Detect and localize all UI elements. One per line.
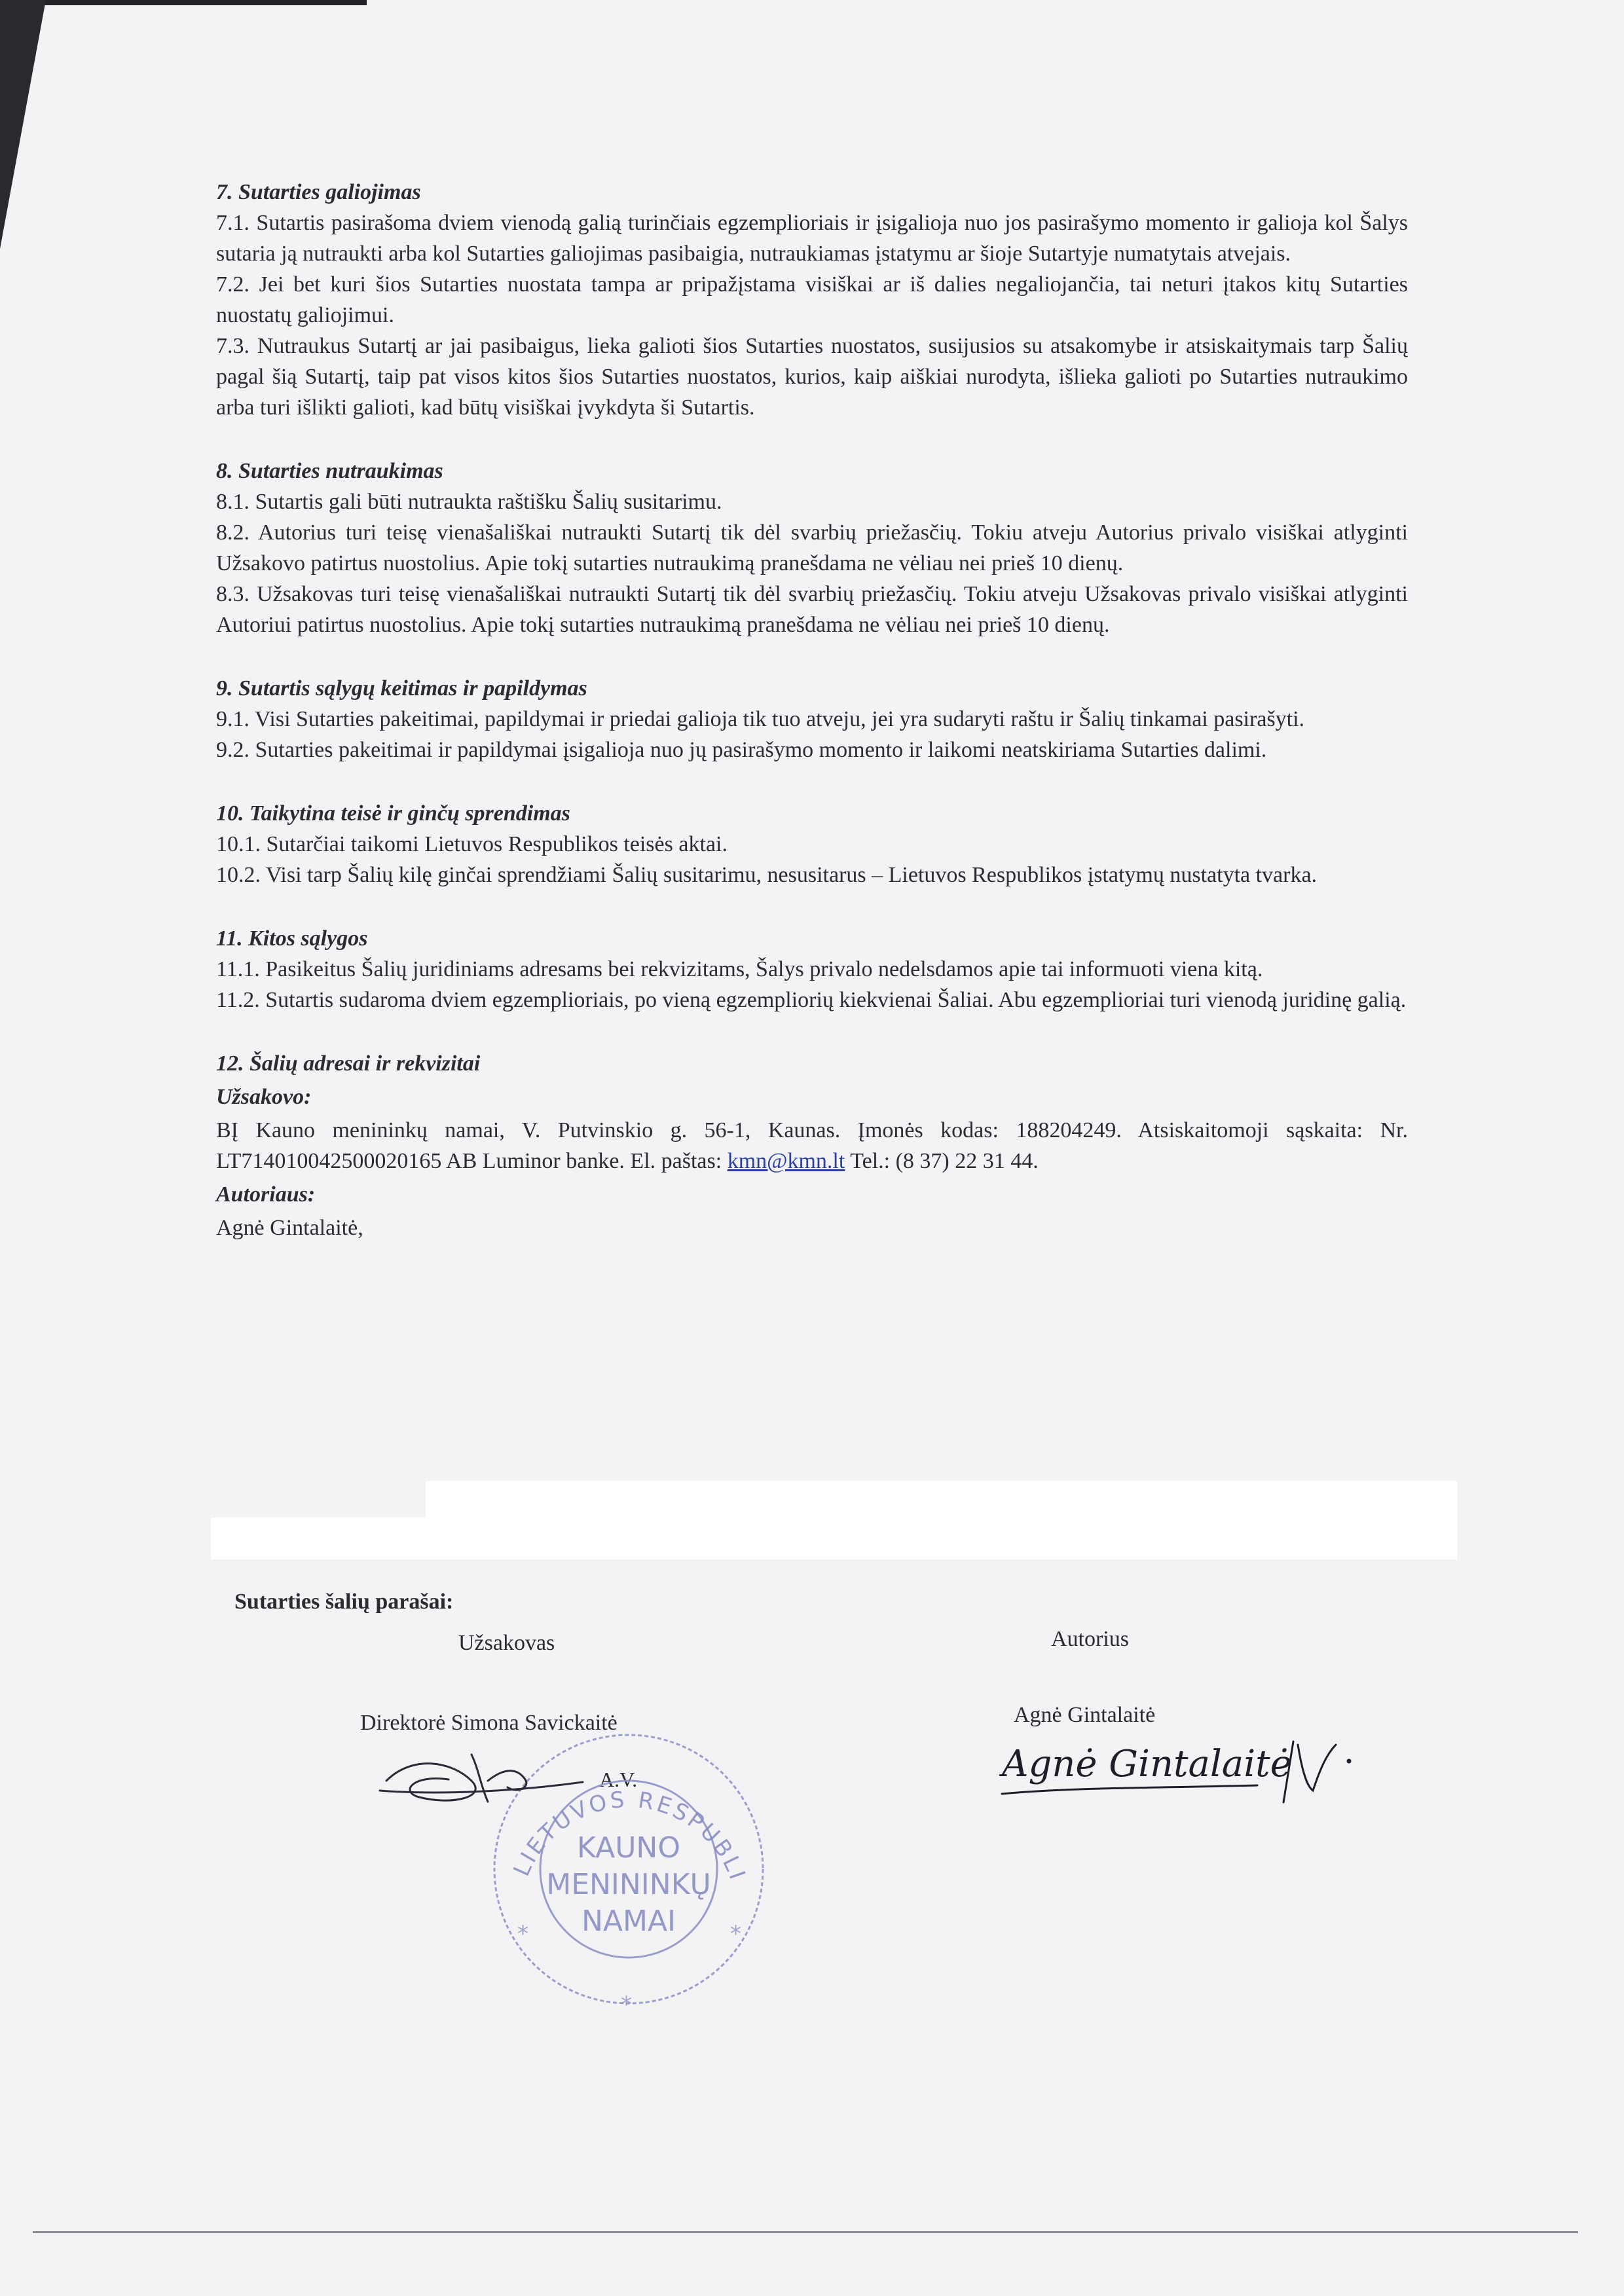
client-phone: Tel.: (8 37) 22 31 44.	[850, 1149, 1039, 1173]
section-title: 7. Sutarties galiojimas	[216, 180, 421, 204]
signatures-title	[234, 1588, 453, 1616]
section-12	[216, 1048, 1408, 1243]
clause-11-2: 11.2. Sutartis sudaroma dviem egzemplioriais, po vieną egzempliorių kiekvienai Šaliai. Abu egzemplioriai turi vienodą juridinę galią.	[216, 988, 1407, 1012]
section-title: 8. Sutarties nutraukimas	[216, 459, 443, 483]
section-9	[216, 673, 1408, 765]
stamp-line2: MENININKŲ	[546, 1868, 711, 1901]
scan-corner-shadow	[0, 0, 46, 249]
author-details	[216, 1212, 1408, 1243]
clause-8-2: 8.2. Autorius turi teisę vienašališkai nutraukti Sutartį tik dėl svarbių priežasčių. Tokiu atveju Autorius privalo visiškai atlyginti Užsakovo patirtus nuostolius. Apie tokį sutarties nutraukimą pranešdama ne vėliau nei prieš 10 dienų.	[216, 520, 1408, 575]
section-title: 10. Taikytina teisė ir ginčų sprendimas	[216, 801, 570, 826]
client-details	[216, 1115, 1408, 1176]
client-signer-name: Direktorė Simona Savickaitė	[360, 1711, 618, 1735]
author-handwritten-name: Agnė Gintalaitė	[1002, 1743, 1292, 1785]
author-signature-graphic	[995, 1725, 1362, 1810]
client-signature-graphic	[373, 1741, 589, 1813]
author-signer-name: Agnė Gintalaitė	[1014, 1703, 1156, 1727]
clause-7-1: 7.1. Sutartis pasirašoma dviem vienodą galią turinčiais egzemplioriais ir įsigalioja nuo jos pasirašymo momento ir galioja kol Šalys sutaria ją nutraukti arba kol Sutarties galiojimas pasibaigia, nutraukiamas įstatymu ar šioje Sutartyje numatytais atvejais.	[216, 211, 1408, 266]
clause-10-1: 10.1. Sutarčiai taikomi Lietuvos Respublikos teisės aktai.	[216, 832, 728, 856]
clause-8-1: 8.1. Sutartis gali būti nutraukta raštišku Šalių susitarimu.	[216, 490, 722, 514]
client-role	[458, 1629, 555, 1658]
author-signature	[995, 1725, 1362, 1810]
clause-11-1: 11.1. Pasikeitus Šalių juridiniams adresams bei rekvizitams, Šalys privalo nedelsdamos apie tai informuoti viena kitą.	[216, 957, 1263, 981]
stamp-ring-text: LIETUVOS RESPUBLI	[508, 1786, 751, 1886]
clause-7-3: 7.3. Nutraukus Sutartį ar jai pasibaigus, lieka galioti šios Sutarties nuostatos, susijusios su atsakomybe ir atsiskaitymais tarp Šalių pagal šią Sutartį, taip pat visos kitos šios Sutarties nuostatos, kurios, kaip aiškiai nurodyta, išlieka galioti po Sutarties nutraukimo arba turi išlikti galioti, kad būtų visiškai įvykdyta ši Sutartis.	[216, 334, 1408, 420]
stamp-star-right: *	[730, 1921, 741, 1947]
author-name: Agnė Gintalaitė,	[216, 1216, 363, 1240]
section-title: 12. Šalių adresai ir rekvizitai	[216, 1051, 481, 1076]
client-details-text: BĮ Kauno menininkų namai, V. Putvinskio g. 56-1, Kaunas. Įmonės kodas: 188204249. Atsiskaitomoji sąskaita: Nr. LT714010042500020165 AB Luminor banke. El. paštas:	[216, 1118, 1408, 1173]
client-signature	[373, 1741, 589, 1813]
section-title: 9. Sutartis sąlygų keitimas ir papildymas	[216, 676, 587, 701]
clause-9-1: 9.1. Visi Sutarties pakeitimai, papildymai ir priedai galioja tik tuo atveju, jei yra sudaryti raštu ir Šalių tinkamai pasirašyti.	[216, 707, 1305, 731]
stamp-star-bottom: *	[621, 1992, 632, 2018]
section-8	[216, 456, 1408, 640]
client-email-link[interactable]: kmn@kmn.lt	[727, 1149, 845, 1173]
redaction-box-main	[426, 1481, 1457, 1559]
clause-9-2: 9.2. Sutarties pakeitimai ir papildymai įsigalioja nuo jų pasirašymo momento ir laikomi neatskiriama Sutarties dalimi.	[216, 738, 1267, 762]
clause-7-2: 7.2. Jei bet kuri šios Sutarties nuostata tampa ar pripažįstama visiškai ar iš dalies negaliojančia, tai neturi įtakos kitų Sutarties nuostatų galiojimui.	[216, 272, 1408, 327]
section-title: 11. Kitos sąlygos	[216, 926, 368, 951]
stamp-line3: NAMAI	[581, 1904, 676, 1938]
scan-bottom-edge	[33, 2231, 1578, 2233]
client-role-label: Užsakovas	[458, 1631, 555, 1655]
signatures-heading: Sutarties šalių parašai:	[234, 1590, 454, 1614]
stamp-abbrev: A.V.	[599, 1768, 638, 1791]
stamp-star-left: *	[517, 1921, 528, 1947]
scan-top-shadow	[0, 0, 367, 5]
section-11	[216, 923, 1408, 1015]
section-10	[216, 798, 1408, 890]
author-role	[1051, 1625, 1129, 1654]
stamp-line1: KAUNO	[577, 1831, 680, 1865]
section-7	[216, 177, 1408, 423]
client-label: Užsakovo:	[216, 1085, 312, 1109]
author-label: Autoriaus:	[216, 1182, 316, 1207]
contract-body	[216, 177, 1408, 1243]
clause-10-2: 10.2. Visi tarp Šalių kilę ginčai sprendžiami Šalių susitarimu, nesusitarus – Lietuvos Respublikos įstatymų nustatyta tvarka.	[216, 863, 1318, 887]
author-role-label: Autorius	[1051, 1627, 1129, 1651]
redaction-box-left	[211, 1518, 434, 1559]
clause-8-3: 8.3. Užsakovas turi teisę vienašališkai nutraukti Sutartį tik dėl svarbių priežasčių. Tokiu atveju Užsakovas privalo visiškai atlyginti Autoriui patirtus nuostolius. Apie tokį sutarties nutraukimą pranešdama ne vėliau nei prieš 10 dienų.	[216, 582, 1408, 637]
